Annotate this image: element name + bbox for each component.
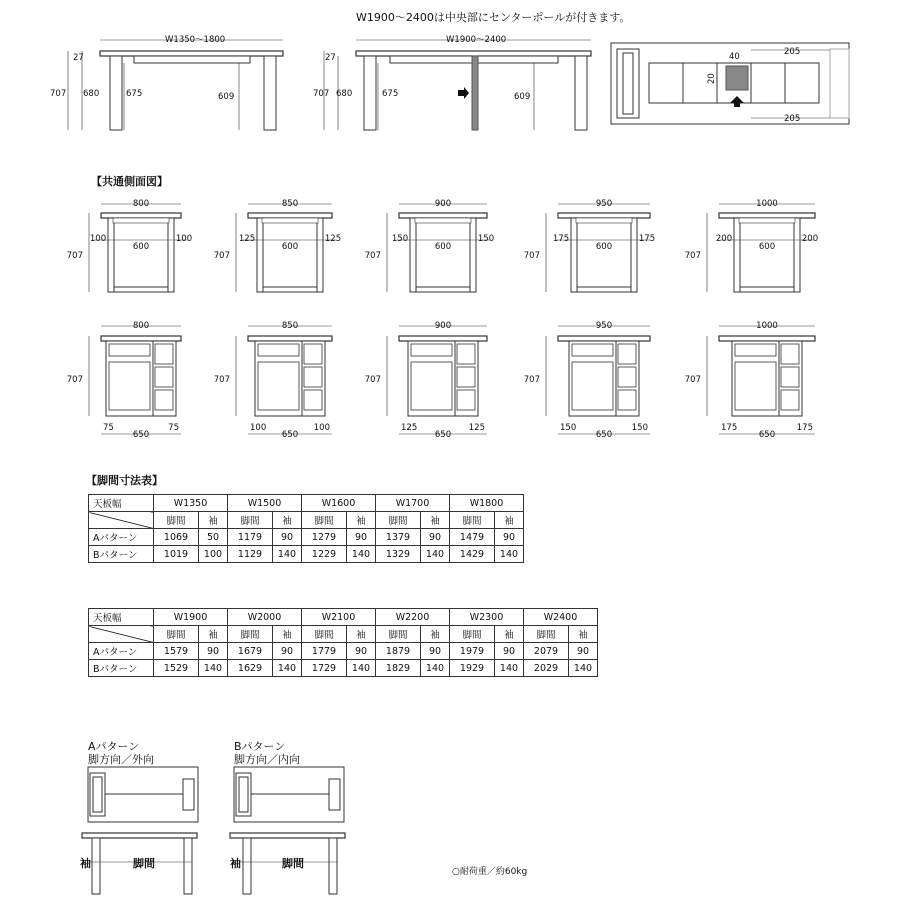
- table-title: 【脚間寸法表】: [86, 474, 163, 487]
- dim-mid: 650: [434, 430, 452, 440]
- load-note: ○耐荷重／約60kg: [452, 867, 528, 877]
- height-label: 707: [364, 375, 381, 385]
- width-cell: W1900: [154, 609, 228, 626]
- width-cell: W2200: [376, 609, 450, 626]
- dim-leg: 609: [218, 92, 235, 102]
- dim-mid: 650: [758, 430, 776, 440]
- dim-right: 150: [477, 234, 495, 244]
- side-view-b: [67, 321, 181, 440]
- width-cell: W1350: [154, 495, 228, 512]
- front-view-right: [313, 35, 591, 130]
- sub-cell: 袖: [495, 512, 524, 529]
- dim-mid: 600: [281, 242, 299, 252]
- pattern-a-title: Aパターン: [88, 740, 140, 753]
- diagonal-cell: [89, 626, 154, 643]
- sub-cell: 袖: [199, 512, 228, 529]
- sub-cell: 脚間: [450, 512, 495, 529]
- sub-cell: 脚間: [450, 626, 495, 643]
- height-label: 707: [213, 375, 230, 385]
- width-cell: W2000: [228, 609, 302, 626]
- sub-cell: 袖: [347, 512, 376, 529]
- dim-left: 175: [552, 234, 570, 244]
- sub-cell: 袖: [569, 626, 598, 643]
- width-label: 1000: [756, 321, 778, 331]
- height-label: 707: [684, 375, 701, 385]
- header-cell: 天板幅: [89, 609, 154, 626]
- dim-pole-d: 20: [707, 73, 717, 84]
- sub-cell: 袖: [347, 626, 376, 643]
- sub-cell: 脚間: [376, 626, 421, 643]
- width-label: 900: [434, 321, 452, 331]
- width-label: 900: [434, 199, 452, 209]
- dim-mid: 600: [758, 242, 776, 252]
- height-label: 707: [66, 375, 83, 385]
- dim-left: 175: [721, 423, 738, 433]
- leg-span-table-1: [88, 494, 524, 563]
- dim-right: 175: [638, 234, 656, 244]
- side-view-a: [685, 199, 818, 292]
- sub-cell: 袖: [273, 626, 302, 643]
- dim-top: 27: [325, 53, 336, 63]
- dim-right: 75: [168, 423, 179, 433]
- sub-cell: 脚間: [154, 626, 199, 643]
- pattern-a-sleeve: 袖: [80, 857, 91, 870]
- dim-left: 150: [560, 423, 577, 433]
- dim-clear: 675: [382, 89, 399, 99]
- dim-left: 125: [401, 423, 418, 433]
- sub-cell: 脚間: [154, 512, 199, 529]
- width-label: W1900〜2400: [446, 35, 507, 45]
- height-label: 707: [523, 251, 540, 261]
- sub-cell: 脚間: [376, 512, 421, 529]
- table-row: Bパターン 1529 140 1629 140 1729 140 1829 140 1929 140 2029 140: [89, 660, 598, 677]
- side-views-row-a: [67, 199, 818, 292]
- pattern-a-leg-span: 脚間: [133, 857, 155, 870]
- side-view-a: [214, 199, 341, 292]
- height-label: 707: [364, 251, 381, 261]
- dim-top: 27: [73, 53, 84, 63]
- dim-right: 100: [175, 234, 193, 244]
- pattern-b-diagram: [230, 767, 345, 894]
- header-note: W1900〜2400は中央部にセンターポールが付きます。: [356, 11, 631, 24]
- leg-span-table-2: [88, 608, 598, 677]
- height-label: 707: [523, 375, 540, 385]
- dim-bottom: 205: [784, 114, 801, 124]
- plan-view: [611, 43, 849, 124]
- side-view-a: [365, 199, 494, 292]
- pattern-b-title: Bパターン: [234, 740, 286, 753]
- width-label: 1000: [756, 199, 778, 209]
- height-label: 707: [213, 251, 230, 261]
- pattern-b-leg-span: 脚間: [282, 857, 304, 870]
- sub-cell: 袖: [199, 626, 228, 643]
- dim-pole-w: 40: [729, 52, 740, 62]
- dim-right: 150: [631, 423, 648, 433]
- side-view-a: [524, 199, 655, 292]
- dim-right: 125: [468, 423, 485, 433]
- side-views-row-b: [67, 321, 815, 440]
- width-cell: W2300: [450, 609, 524, 626]
- width-cell: W2100: [302, 609, 376, 626]
- dim-right: 175: [796, 423, 813, 433]
- dim-mid: 650: [281, 430, 299, 440]
- dim-mid: 600: [595, 242, 613, 252]
- height-label: 707: [684, 251, 701, 261]
- dim-total: 707: [50, 89, 67, 99]
- side-view-b: [365, 321, 487, 440]
- dim-left: 200: [715, 234, 733, 244]
- dim-seat: 680: [83, 89, 100, 99]
- dim-leg: 609: [514, 92, 531, 102]
- width-label: W1350〜1800: [165, 35, 226, 45]
- dim-left: 100: [250, 423, 267, 433]
- width-label: 850: [281, 321, 299, 331]
- dim-right: 200: [801, 234, 819, 244]
- dim-mid: 650: [132, 430, 150, 440]
- dim-right: 125: [324, 234, 342, 244]
- table-row: Aパターン 1579 90 1679 90 1779 90 1879 90 1979 90 2079 90: [89, 643, 598, 660]
- diagonal-cell: [89, 512, 154, 529]
- side-view-b: [685, 321, 815, 440]
- pattern-b-sleeve: 袖: [230, 857, 241, 870]
- front-view-left: [50, 35, 283, 130]
- height-label: 707: [66, 251, 83, 261]
- width-cell: W1500: [228, 495, 302, 512]
- sub-cell: 袖: [421, 626, 450, 643]
- sub-cell: 脚間: [228, 512, 273, 529]
- sub-cell: 袖: [273, 512, 302, 529]
- side-view-b: [524, 321, 650, 440]
- side-view-a: [67, 199, 192, 292]
- dim-mid: 600: [434, 242, 452, 252]
- dim-left: 125: [238, 234, 256, 244]
- dim-seat: 680: [336, 89, 353, 99]
- dim-mid: 600: [132, 242, 150, 252]
- pattern-a-diagram: [82, 767, 198, 894]
- side-section-title: 【共通側面図】: [91, 175, 168, 188]
- dim-mid: 650: [595, 430, 613, 440]
- pattern-a-subtitle: 脚方向／外向: [88, 753, 154, 766]
- width-cell: W1600: [302, 495, 376, 512]
- pattern-b-subtitle: 脚方向／内向: [234, 753, 300, 766]
- width-label: 800: [132, 199, 150, 209]
- sub-cell: 袖: [495, 626, 524, 643]
- dim-left: 100: [89, 234, 107, 244]
- width-cell: W1700: [376, 495, 450, 512]
- dim-clear: 675: [126, 89, 143, 99]
- width-cell: W2400: [524, 609, 598, 626]
- width-cell: W1800: [450, 495, 524, 512]
- header-cell: 天板幅: [89, 495, 154, 512]
- side-view-b: [214, 321, 332, 440]
- sub-cell: 脚間: [302, 512, 347, 529]
- sub-cell: 脚間: [228, 626, 273, 643]
- sub-cell: 脚間: [524, 626, 569, 643]
- width-label: 950: [595, 199, 613, 209]
- dim-left: 150: [391, 234, 409, 244]
- sub-cell: 脚間: [302, 626, 347, 643]
- table-row: Aパターン 1069 50 1179 90 1279 90 1379 90 1479 90: [89, 529, 524, 546]
- sub-cell: 袖: [421, 512, 450, 529]
- width-label: 950: [595, 321, 613, 331]
- dim-right: 100: [313, 423, 330, 433]
- width-label: 850: [281, 199, 299, 209]
- dim-top: 205: [784, 47, 801, 57]
- dim-left: 75: [103, 423, 114, 433]
- table-row: Bパターン 1019 100 1129 140 1229 140 1329 140 1429 140: [89, 546, 524, 563]
- dim-total: 707: [313, 89, 330, 99]
- width-label: 800: [132, 321, 150, 331]
